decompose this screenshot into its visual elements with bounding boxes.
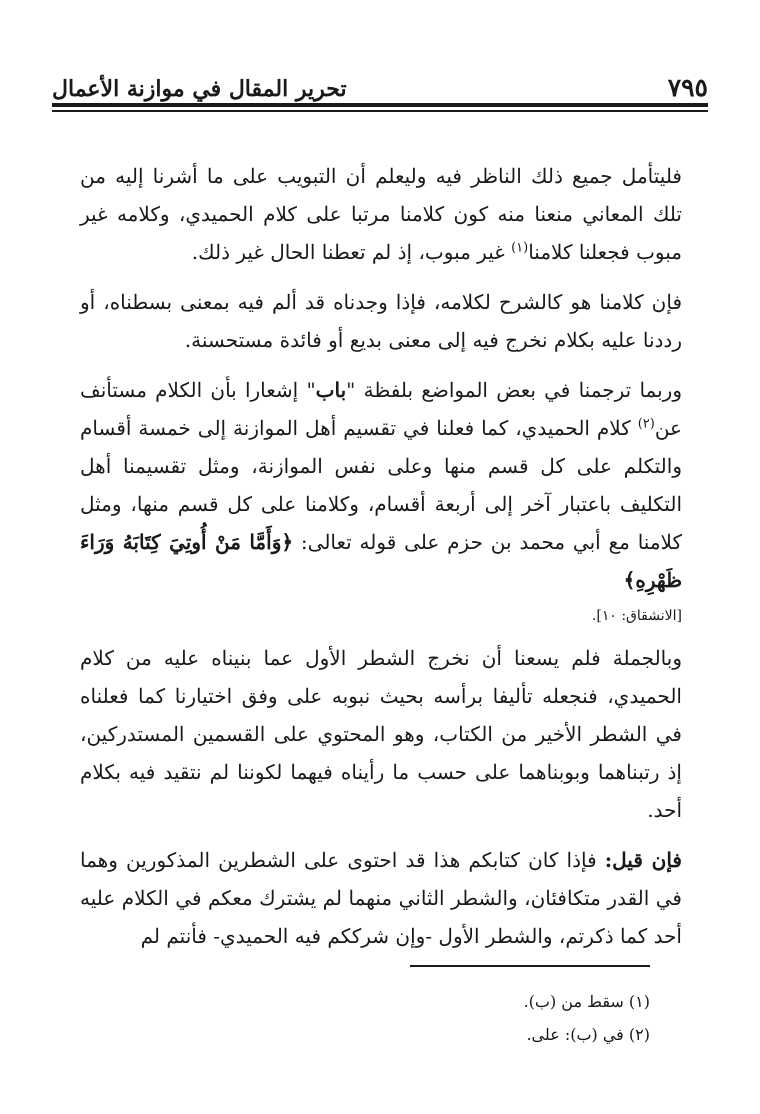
running-title: تحرير المقال في موازنة الأعمال [52, 76, 347, 102]
page-number: ٧٩٥ [667, 73, 708, 102]
main-text [80, 157, 682, 967]
bab-word: باب [315, 378, 347, 402]
footnote-2: (٢) في (ب): على. [526, 1025, 650, 1044]
header-rule-thick [52, 103, 708, 107]
paragraph-2: فإن كلامنا هو كالشرح لكلامه، فإذا وجدناه قد ألم فيه بمعنى بسطناه، أو رددنا عليه بكلام نخرج فيه إلى معنى بديع أو فائدة مستحسنة. [80, 290, 682, 352]
footnote-marker-1: (١) [511, 240, 529, 256]
objection-label: فإن قيل: [604, 848, 682, 872]
paragraph-4: وبالجملة فلم يسعنا أن نخرج الشطر الأول عما بنيناه عليه من كلام الحميدي، فنجعله تأليفا برأسه بحيث نبوبه على وفق اختيارنا كما فعلناه في الشطر الأخير من الكتاب، وهو المحتوي على القسمين المستدركين، إذ رتبناهما وبوبناهما على حسب ما رأيناه فيهما لكوننا لم نتقيد فيه بكلام أحد. [80, 646, 682, 822]
footnote-marker-2: (٢) [637, 416, 655, 432]
header-rule-thin [52, 110, 708, 112]
paragraph-1: فليتأمل جميع ذلك الناظر فيه وليعلم أن التبويب على ما أشرنا إليه من تلك المعاني منعنا منه كون كلامنا مرتبا على كلام الحميدي، وكلامه غير مبوب فجعلنا كلامنا$^{(١)}$ غير مبوب، إذ لم تعطنا الحال غير ذلك. [80, 164, 682, 264]
quran-verse: ﴿وَأَمَّا مَنْ أُوتِيَ كِتَابَهُ وَرَاءَ ظَهْرِهِ﴾ [80, 530, 682, 592]
verse-reference: [الانشقاق: ١٠]. [591, 608, 682, 624]
paragraph-5: فإن قيل: فإذا كان كتابكم هذا قد احتوى على الشطرين المذكورين وهما في القدر متكافئان، والشطر الثاني منهما لم يشترك معكم في الكلام عليه أحد كما ذكرتم، والشطر الأول -وإن شرككم فيه الحميدي- فأنتم لم [80, 848, 682, 948]
paragraph-3: وربما ترجمنا في بعض المواضع بلفظة "باب" إشعارا بأن الكلام مستأنف عن$^{(٢)}$ كلام الحميدي، كما فعلنا في تقسيم أهل الموازنة إلى خمسة أقسام والتكلم على كل قسم منها وعلى نفس الموازنة، ومثل تقسيمنا أهل التكليف باعتبار آخر إلى أربعة أقسام، وكلامنا على كل قسم منها، ومثل كلامنا مع أبي محمد بن حزم على قوله تعالى: ﴿وَأَمَّا مَنْ أُوتِيَ كِتَابَهُ وَرَاءَ ظَهْرِهِ﴾ [80, 378, 682, 592]
footnotes [200, 985, 650, 1051]
footnote-1: (١) سقط من (ب). [523, 992, 650, 1011]
footnote-separator [410, 965, 650, 967]
page-header [52, 62, 708, 102]
